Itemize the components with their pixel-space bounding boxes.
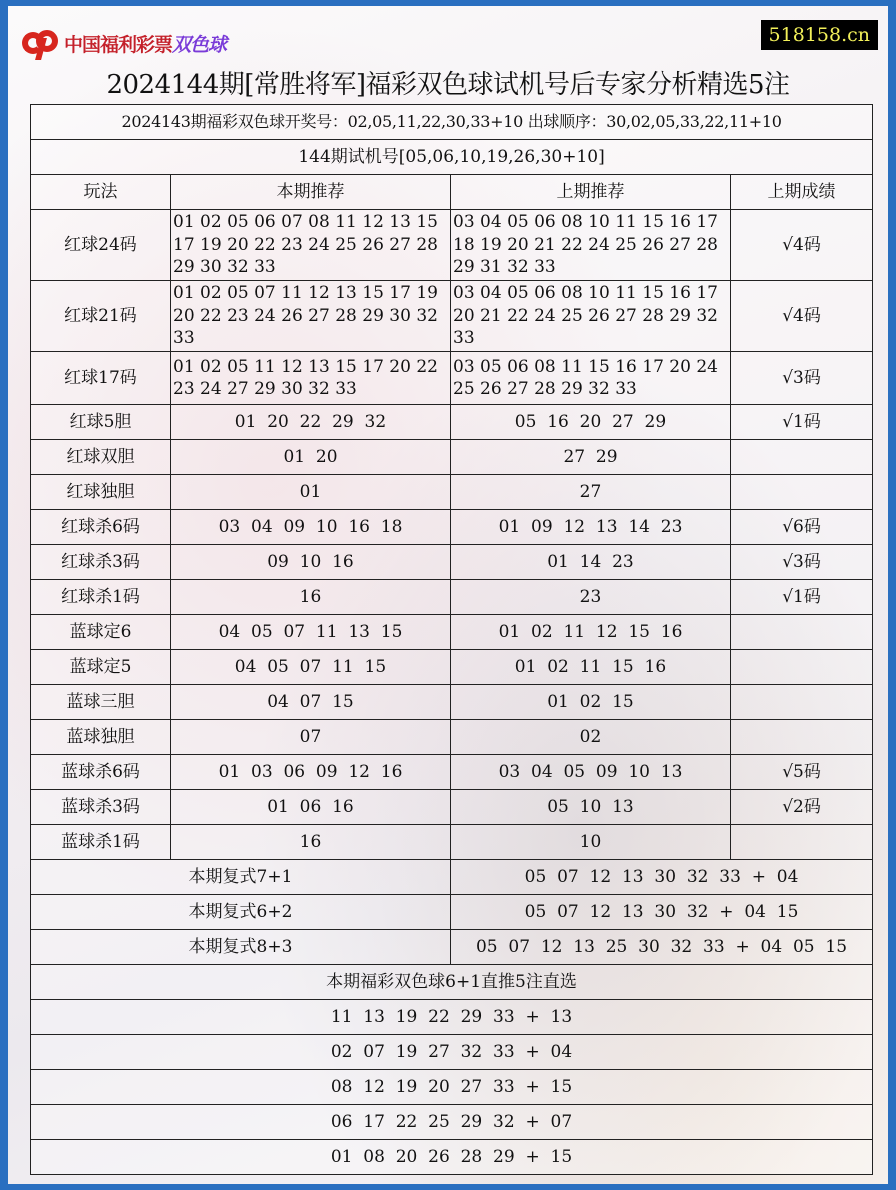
current-pick-cell: 04 05 07 11 15 [171,650,451,685]
analysis-table [30,104,873,1175]
play-cell: 红球24码 [31,210,171,281]
combo-row [31,930,873,965]
pick-numbers: 01 08 20 26 28 29 + 15 [31,1140,873,1175]
current-pick-cell: 01 02 05 06 07 08 11 12 13 15 17 19 20 22 23 24 25 26 27 28 29 30 32 33 [171,210,451,281]
play-cell: 红球杀1码 [31,580,171,615]
result-cell: √4码 [731,281,873,352]
table-row [31,210,873,281]
combo-row [31,895,873,930]
header [8,6,888,106]
result-cell [731,650,873,685]
result-cell [731,615,873,650]
play-cell: 红球5胆 [31,405,171,440]
previous-pick-cell: 01 02 11 15 16 [451,650,731,685]
table-row [31,440,873,475]
current-pick-cell: 01 02 05 11 12 13 15 17 20 22 23 24 27 29 30 32 33 [171,352,451,405]
result-cell [731,825,873,860]
column-header-row [31,175,873,210]
combo-numbers: 05 07 12 13 25 30 32 33 + 04 05 15 [451,930,873,965]
current-pick-cell: 01 03 06 09 12 16 [171,755,451,790]
picks-title: 本期福彩双色球6+1直推5注直选 [31,965,873,1000]
previous-pick-cell: 03 04 05 06 08 10 11 15 16 17 18 19 20 21 22 24 25 26 27 28 29 31 32 33 [451,210,731,281]
play-cell: 蓝球杀3码 [31,790,171,825]
current-pick-cell: 03 04 09 10 16 18 [171,510,451,545]
logo-text-accent: 双色球 [172,33,227,56]
current-pick-cell: 04 05 07 11 13 15 [171,615,451,650]
combo-row [31,860,873,895]
current-pick-cell: 01 06 16 [171,790,451,825]
draw-info-row [31,105,873,140]
col-header-result: 上期成绩 [731,175,873,210]
current-pick-cell: 01 02 05 07 11 12 13 15 17 19 20 22 23 24 26 27 28 29 30 32 33 [171,281,451,352]
play-cell: 蓝球独胆 [31,720,171,755]
table-row [31,685,873,720]
table-row [31,650,873,685]
result-cell: √2码 [731,790,873,825]
table-row [31,580,873,615]
result-cell [731,440,873,475]
pick-numbers: 02 07 19 27 32 33 + 04 [31,1035,873,1070]
col-header-previous: 上期推荐 [451,175,731,210]
trial-number-row [31,140,873,175]
table-row [31,510,873,545]
trial-number: 144期试机号[05,06,10,19,26,30+10] [31,140,873,175]
table-row [31,352,873,405]
picks-title-row [31,965,873,1000]
previous-pick-cell: 03 04 05 06 08 10 11 15 16 17 20 21 22 24 25 26 27 28 29 32 33 [451,281,731,352]
pick-row [31,1140,873,1175]
combo-label: 本期复式7+1 [31,860,451,895]
site-badge: 518158.cn [761,20,878,50]
table-row [31,825,873,860]
play-cell: 蓝球杀6码 [31,755,171,790]
result-cell: √1码 [731,580,873,615]
play-cell: 红球独胆 [31,475,171,510]
col-header-play: 玩法 [31,175,171,210]
draw-info: 2024143期福彩双色球开奖号：02,05,11,22,30,33+10 出球顺序：30,02,05,33,22,11+10 [31,105,873,140]
previous-pick-cell: 05 16 20 27 29 [451,405,731,440]
play-cell: 红球17码 [31,352,171,405]
pick-row [31,1000,873,1035]
current-pick-cell: 09 10 16 [171,545,451,580]
pick-row [31,1035,873,1070]
table-row [31,615,873,650]
welfare-lottery-logo [20,26,226,60]
page-title: 2024144期[常胜将军]福彩双色球试机号后专家分析精选5注 [106,70,790,100]
play-cell: 蓝球杀1码 [31,825,171,860]
play-cell: 红球杀6码 [31,510,171,545]
previous-pick-cell: 02 [451,720,731,755]
logo-text-main: 中国福利彩票 [64,33,173,56]
table-row [31,545,873,580]
play-cell: 红球21码 [31,281,171,352]
previous-pick-cell: 01 14 23 [451,545,731,580]
combo-label: 本期复式8+3 [31,930,451,965]
current-pick-cell: 01 20 22 29 32 [171,405,451,440]
welfare-lottery-logo-icon [20,26,60,60]
previous-pick-cell: 03 05 06 08 11 15 16 17 20 24 25 26 27 28 29 32 33 [451,352,731,405]
pick-numbers: 06 17 22 25 29 32 + 07 [31,1105,873,1140]
result-cell: √6码 [731,510,873,545]
previous-pick-cell: 03 04 05 09 10 13 [451,755,731,790]
current-pick-cell: 07 [171,720,451,755]
previous-pick-cell: 10 [451,825,731,860]
pick-row [31,1070,873,1105]
current-pick-cell: 16 [171,825,451,860]
pick-numbers: 11 13 19 22 29 33 + 13 [31,1000,873,1035]
previous-pick-cell: 01 02 11 12 15 16 [451,615,731,650]
current-pick-cell: 01 20 [171,440,451,475]
previous-pick-cell: 01 09 12 13 14 23 [451,510,731,545]
result-cell: √3码 [731,545,873,580]
result-cell [731,475,873,510]
combo-label: 本期复式6+2 [31,895,451,930]
previous-pick-cell: 01 02 15 [451,685,731,720]
current-pick-cell: 01 [171,475,451,510]
current-pick-cell: 16 [171,580,451,615]
play-cell: 蓝球定5 [31,650,171,685]
result-cell [731,720,873,755]
pick-row [31,1105,873,1140]
table-row [31,790,873,825]
page-frame [8,6,888,1184]
table-row [31,720,873,755]
result-cell [731,685,873,720]
combo-numbers: 05 07 12 13 30 32 + 04 15 [451,895,873,930]
result-cell: √1码 [731,405,873,440]
previous-pick-cell: 27 29 [451,440,731,475]
result-cell: √3码 [731,352,873,405]
table-row [31,755,873,790]
pick-numbers: 08 12 19 20 27 33 + 15 [31,1070,873,1105]
play-cell: 蓝球三胆 [31,685,171,720]
play-cell: 红球杀3码 [31,545,171,580]
previous-pick-cell: 23 [451,580,731,615]
previous-pick-cell: 05 10 13 [451,790,731,825]
table-row [31,475,873,510]
play-cell: 红球双胆 [31,440,171,475]
play-cell: 蓝球定6 [31,615,171,650]
combo-numbers: 05 07 12 13 30 32 33 + 04 [451,860,873,895]
result-cell: √5码 [731,755,873,790]
table-row [31,405,873,440]
current-pick-cell: 04 07 15 [171,685,451,720]
col-header-current: 本期推荐 [171,175,451,210]
result-cell: √4码 [731,210,873,281]
table-row [31,281,873,352]
previous-pick-cell: 27 [451,475,731,510]
